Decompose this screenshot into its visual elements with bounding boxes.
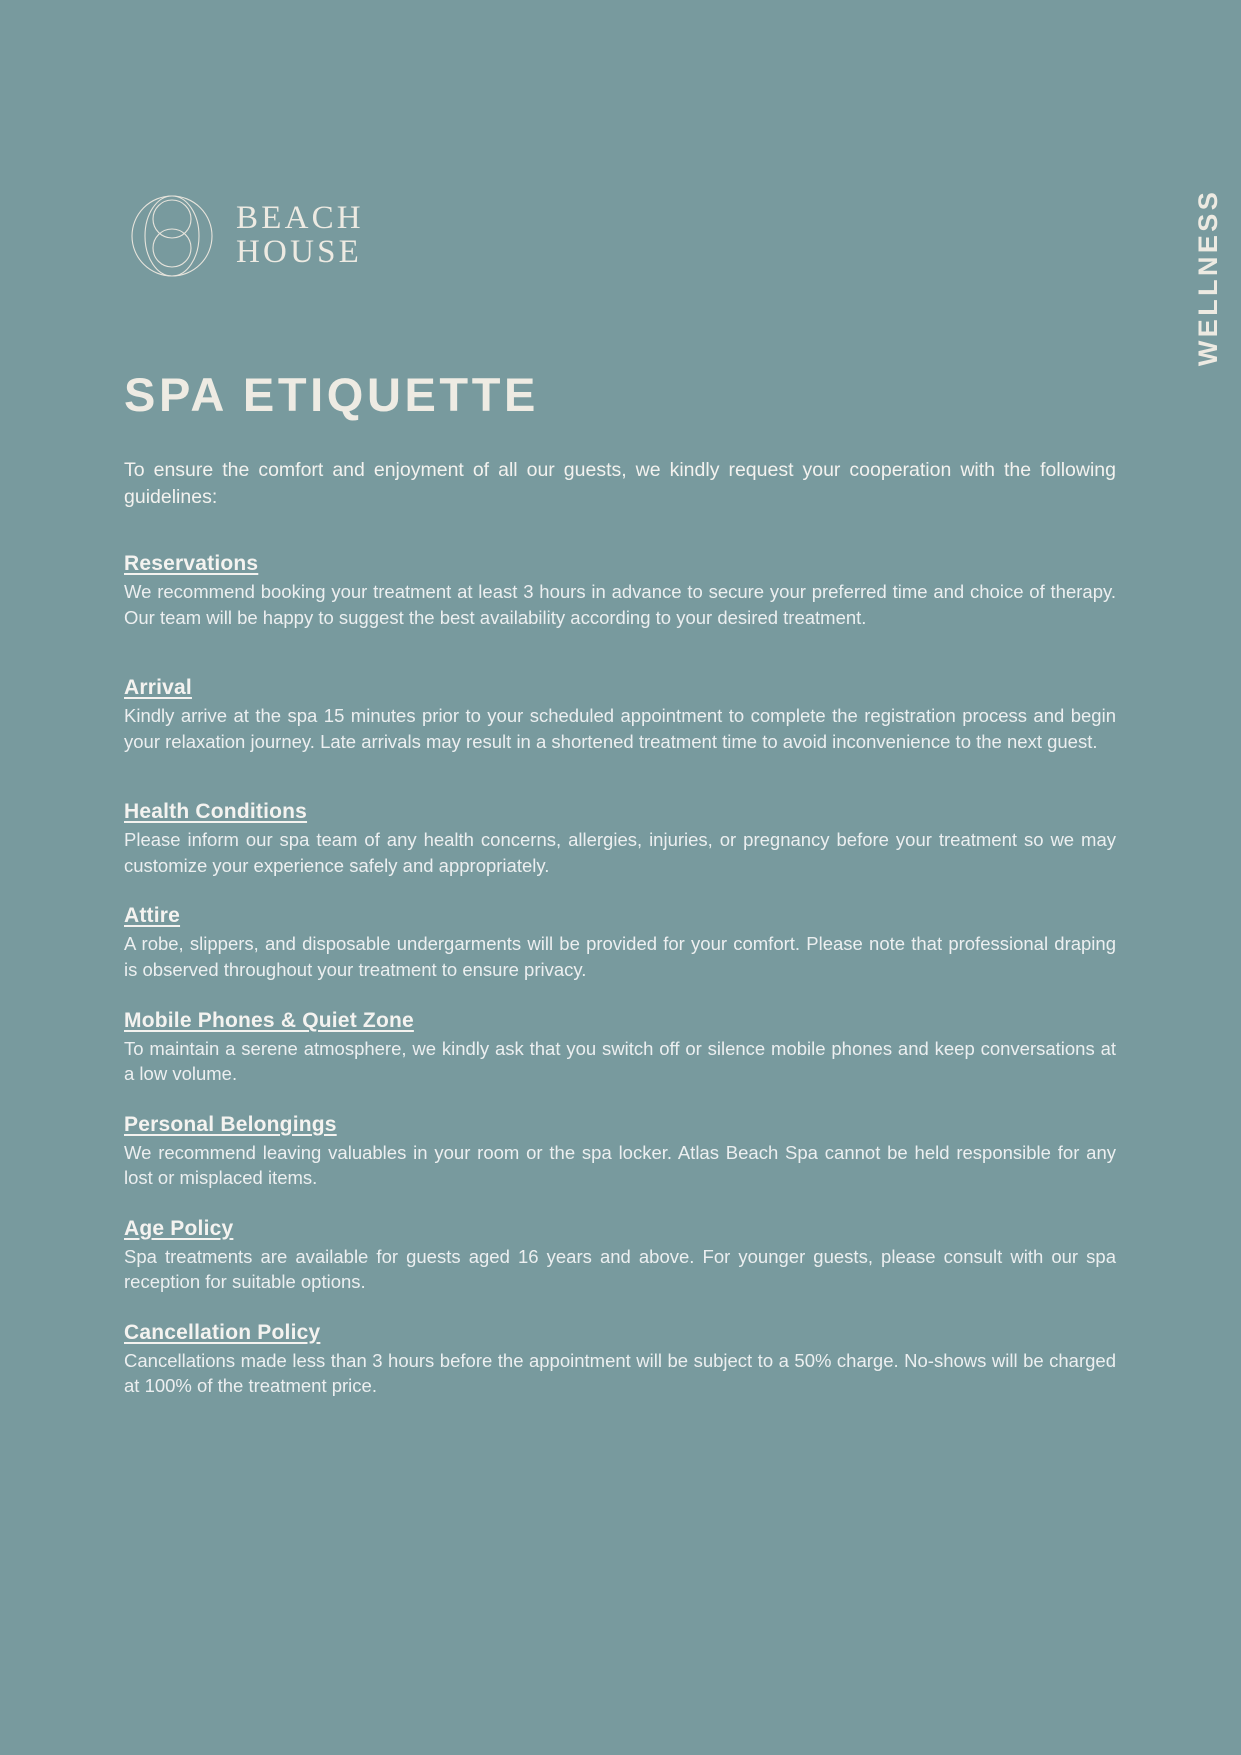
content-column <box>124 370 1116 1425</box>
section-body: Cancellations made less than 3 hours before the appointment will be subject to a 50% charge. No-shows will be charged at 100% of the treatment price. <box>124 1349 1116 1397</box>
section-health-conditions <box>124 800 1116 878</box>
brand-line-2: HOUSE <box>236 234 363 270</box>
section-attire <box>124 904 1116 982</box>
section-heading: Personal Belongings <box>124 1112 337 1136</box>
section-heading: Cancellation Policy <box>124 1320 321 1344</box>
brand-wordmark <box>236 202 364 269</box>
brand-line-1: BEACH <box>236 200 364 237</box>
section-body: We recommend leaving valuables in your room or the spa locker. Atlas Beach Spa cannot be held responsible for any lost or misplaced items. <box>124 1141 1116 1189</box>
section-heading: Health Conditions <box>124 800 308 824</box>
section-body: To maintain a serene atmosphere, we kindly ask that you switch off or silence mobile phones and keep conversations at a low volume. <box>124 1037 1116 1085</box>
section-heading: Mobile Phones & Quiet Zone <box>124 1008 414 1032</box>
section-body: A robe, slippers, and disposable undergarments will be provided for your comfort. Please note that professional draping is observed throughout your treatment to ensure privacy. <box>124 933 1116 980</box>
brand-logo <box>124 188 364 284</box>
section-arrival <box>124 676 1116 754</box>
section-body: We recommend booking your treatment at least 3 hours in advance to secure your preferred time and choice of therapy. Our team will be happy to suggest the best availability according to your desired treatment. <box>124 581 1116 628</box>
section-body: Kindly arrive at the spa 15 minutes prior to your scheduled appointment to complete the registration process and begin your relaxation journey. Late arrivals may result in a shortened treatment time to avoid inconvenience to the next guest. <box>124 705 1116 752</box>
section-heading: Attire <box>124 904 181 928</box>
section-mobile-phones-quiet-zone <box>124 1009 1116 1087</box>
section-personal-belongings <box>124 1113 1116 1191</box>
beach-house-circles-logo-icon <box>124 188 220 284</box>
section-heading: Arrival <box>124 676 192 700</box>
section-body: Please inform our spa team of any health concerns, allergies, injuries, or pregnancy before your treatment so we may customize your experience safely and appropriately. <box>124 829 1116 876</box>
intro-paragraph: To ensure the comfort and enjoyment of all our guests, we kindly request your cooperation with the following guidelines: <box>124 459 1116 508</box>
section-heading: Reservations <box>124 552 259 576</box>
section-heading: Age Policy <box>124 1216 234 1240</box>
vertical-category-label <box>1177 170 1241 400</box>
section-cancellation-policy <box>124 1321 1116 1399</box>
section-reservations <box>124 552 1116 630</box>
section-body: Spa treatments are available for guests aged 16 years and above. For younger guests, please consult with our spa reception for suitable options. <box>124 1245 1116 1293</box>
vertical-category-label-text: WELLNESS <box>1193 188 1224 367</box>
page-title: SPA ETIQUETTE <box>124 368 539 421</box>
section-age-policy <box>124 1217 1116 1295</box>
